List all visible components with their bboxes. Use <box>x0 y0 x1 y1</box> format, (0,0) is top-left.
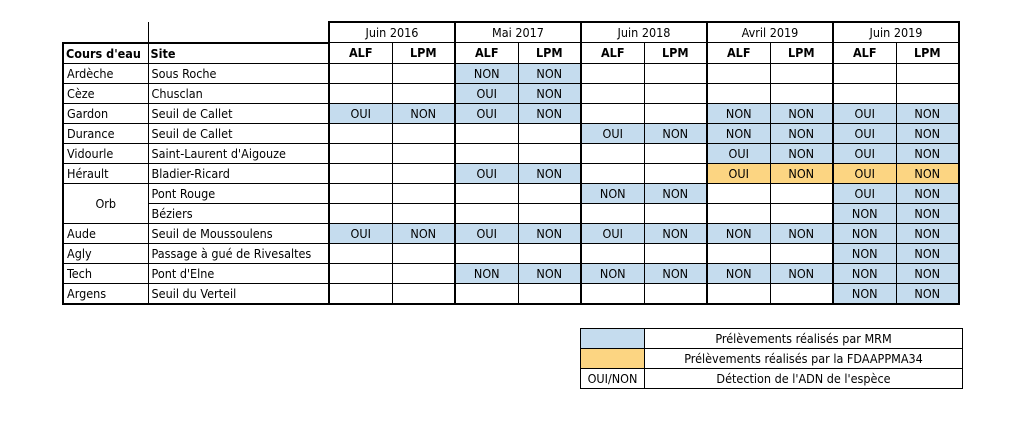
legend-text: Prélèvements réalisés par la FDAAPPMA34 <box>645 349 963 369</box>
site-cell: Pont d'Elne <box>148 263 329 283</box>
result-cell <box>581 203 644 223</box>
result-cell: NON <box>770 123 833 143</box>
result-cell <box>518 143 581 163</box>
river-cell: Durance <box>63 123 148 143</box>
result-cell <box>329 183 392 203</box>
result-cell: NON <box>896 123 959 143</box>
site-cell: Seuil de Moussoulens <box>148 223 329 243</box>
result-cell <box>707 203 770 223</box>
result-cell <box>770 203 833 223</box>
site-cell: Passage à gué de Rivesaltes <box>148 243 329 263</box>
result-cell <box>329 263 392 283</box>
result-cell <box>770 83 833 103</box>
result-cell: NON <box>518 103 581 123</box>
result-cell <box>392 283 455 304</box>
result-cell <box>581 83 644 103</box>
result-cell: OUI <box>833 163 896 183</box>
table-row <box>63 203 959 223</box>
result-cell <box>581 63 644 83</box>
site-column-header: Site <box>148 43 329 64</box>
species-header: ALF <box>833 43 896 64</box>
river-column-header: Cours d'eau <box>63 43 148 64</box>
result-cell <box>329 283 392 304</box>
result-cell <box>518 203 581 223</box>
species-header: ALF <box>455 43 518 64</box>
result-cell: OUI <box>329 223 392 243</box>
result-cell: NON <box>896 203 959 223</box>
result-cell <box>329 203 392 223</box>
result-cell: NON <box>518 83 581 103</box>
result-cell <box>644 83 707 103</box>
species-header: LPM <box>770 43 833 64</box>
campaign-header-row <box>63 22 959 43</box>
result-cell: NON <box>770 223 833 243</box>
result-cell <box>644 163 707 183</box>
species-header: LPM <box>644 43 707 64</box>
result-cell: OUI <box>833 183 896 203</box>
result-cell: NON <box>896 143 959 163</box>
river-cell: Ardèche <box>63 63 148 83</box>
river-cell: Cèze <box>63 83 148 103</box>
table-row <box>63 143 959 163</box>
result-cell <box>329 143 392 163</box>
river-cell: Vidourle <box>63 143 148 163</box>
result-cell <box>329 123 392 143</box>
result-cell: OUI <box>833 103 896 123</box>
result-cell <box>644 283 707 304</box>
result-cell <box>707 283 770 304</box>
legend-text: Détection de l'ADN de l'espèce <box>645 369 963 389</box>
result-cell <box>644 103 707 123</box>
result-cell <box>455 123 518 143</box>
result-cell: NON <box>707 263 770 283</box>
result-cell: NON <box>455 63 518 83</box>
result-cell: NON <box>644 183 707 203</box>
result-cell <box>896 63 959 83</box>
legend-swatch-mrm <box>581 329 645 349</box>
result-cell <box>455 283 518 304</box>
result-cell: NON <box>770 163 833 183</box>
result-cell: OUI <box>329 103 392 123</box>
result-cell: OUI <box>581 223 644 243</box>
river-cell: Agly <box>63 243 148 263</box>
result-cell: OUI <box>455 223 518 243</box>
result-cell <box>392 163 455 183</box>
result-cell: OUI <box>833 123 896 143</box>
result-cell: NON <box>707 223 770 243</box>
result-cell <box>392 263 455 283</box>
result-cell: NON <box>770 103 833 123</box>
result-cell: NON <box>707 103 770 123</box>
result-cell: NON <box>392 223 455 243</box>
result-cell: NON <box>833 263 896 283</box>
result-cell <box>455 183 518 203</box>
result-cell <box>329 243 392 263</box>
river-cell: Gardon <box>63 103 148 123</box>
site-cell: Saint-Laurent d'Aigouze <box>148 143 329 163</box>
result-cell: NON <box>455 263 518 283</box>
legend-row-mrm <box>581 329 963 349</box>
table-row <box>63 183 959 203</box>
result-cell <box>581 283 644 304</box>
result-cell <box>392 123 455 143</box>
result-cell: NON <box>392 103 455 123</box>
table-body <box>63 63 959 304</box>
table-row <box>63 243 959 263</box>
sampling-results-table <box>62 21 960 305</box>
site-cell: Pont Rouge <box>148 183 329 203</box>
result-cell <box>833 83 896 103</box>
result-cell <box>518 243 581 263</box>
result-cell: OUI <box>833 143 896 163</box>
campaign-header: Avril 2019 <box>707 22 833 43</box>
result-cell <box>770 243 833 263</box>
result-cell <box>896 83 959 103</box>
result-cell <box>644 143 707 163</box>
species-header: ALF <box>707 43 770 64</box>
table-row <box>63 283 959 304</box>
result-cell <box>581 243 644 263</box>
site-cell: Sous Roche <box>148 63 329 83</box>
campaign-header: Juin 2018 <box>581 22 707 43</box>
river-cell: Orb <box>63 183 148 223</box>
result-cell <box>770 63 833 83</box>
species-header: ALF <box>329 43 392 64</box>
result-cell: NON <box>644 223 707 243</box>
result-cell: NON <box>896 183 959 203</box>
table-row <box>63 83 959 103</box>
result-cell: NON <box>833 243 896 263</box>
result-cell <box>392 143 455 163</box>
result-cell: NON <box>518 263 581 283</box>
result-cell: NON <box>896 243 959 263</box>
result-cell <box>644 243 707 263</box>
site-cell: Seuil de Callet <box>148 123 329 143</box>
result-cell <box>329 163 392 183</box>
result-cell <box>770 283 833 304</box>
result-cell <box>707 243 770 263</box>
result-cell <box>770 183 833 203</box>
legend-text: Prélèvements réalisés par MRM <box>645 329 963 349</box>
result-cell <box>518 123 581 143</box>
result-cell: NON <box>644 263 707 283</box>
river-cell: Tech <box>63 263 148 283</box>
result-cell: NON <box>833 223 896 243</box>
result-cell <box>833 63 896 83</box>
result-cell: OUI <box>707 163 770 183</box>
result-cell <box>392 183 455 203</box>
result-cell: NON <box>833 203 896 223</box>
result-cell <box>392 243 455 263</box>
species-header-row <box>63 43 959 64</box>
campaign-header: Juin 2016 <box>329 22 455 43</box>
header-blank <box>148 22 329 43</box>
result-cell: NON <box>896 163 959 183</box>
river-cell: Hérault <box>63 163 148 183</box>
result-cell: NON <box>896 103 959 123</box>
result-cell <box>392 83 455 103</box>
river-cell: Aude <box>63 223 148 243</box>
result-cell <box>707 83 770 103</box>
result-cell: NON <box>644 123 707 143</box>
result-cell <box>707 63 770 83</box>
result-cell: NON <box>581 183 644 203</box>
species-header: LPM <box>518 43 581 64</box>
result-cell <box>581 163 644 183</box>
legend-swatch-detection: OUI/NON <box>581 369 645 389</box>
river-cell: Argens <box>63 283 148 304</box>
result-cell <box>455 203 518 223</box>
site-cell: Chusclan <box>148 83 329 103</box>
campaign-header: Mai 2017 <box>455 22 581 43</box>
result-cell: OUI <box>455 103 518 123</box>
result-cell <box>644 63 707 83</box>
table-row <box>63 223 959 243</box>
result-cell <box>455 143 518 163</box>
result-cell: NON <box>518 223 581 243</box>
table-row <box>63 263 959 283</box>
species-header: LPM <box>392 43 455 64</box>
result-cell: NON <box>770 143 833 163</box>
site-cell: Seuil du Verteil <box>148 283 329 304</box>
result-cell <box>455 243 518 263</box>
result-cell <box>581 103 644 123</box>
site-cell: Béziers <box>148 203 329 223</box>
header-blank <box>63 22 148 43</box>
result-cell: NON <box>707 123 770 143</box>
result-cell <box>329 83 392 103</box>
result-cell: NON <box>770 263 833 283</box>
result-cell <box>707 183 770 203</box>
result-cell: NON <box>581 263 644 283</box>
site-cell: Seuil de Callet <box>148 103 329 123</box>
table-row <box>63 63 959 83</box>
legend-row-fdaa <box>581 349 963 369</box>
legend-swatch-fdaa <box>581 349 645 369</box>
result-cell: NON <box>518 63 581 83</box>
table-row <box>63 103 959 123</box>
result-cell <box>392 63 455 83</box>
table-row <box>63 163 959 183</box>
result-cell <box>518 183 581 203</box>
species-header: ALF <box>581 43 644 64</box>
result-cell: NON <box>833 283 896 304</box>
result-cell: OUI <box>455 83 518 103</box>
result-cell: OUI <box>581 123 644 143</box>
campaign-header: Juin 2019 <box>833 22 959 43</box>
result-cell <box>581 143 644 163</box>
result-cell <box>329 63 392 83</box>
result-cell: NON <box>896 223 959 243</box>
result-cell <box>518 283 581 304</box>
species-header: LPM <box>896 43 959 64</box>
legend <box>580 328 963 389</box>
result-cell: OUI <box>707 143 770 163</box>
result-cell: NON <box>896 283 959 304</box>
result-cell: OUI <box>455 163 518 183</box>
site-cell: Bladier-Ricard <box>148 163 329 183</box>
result-cell <box>644 203 707 223</box>
legend-row-detection <box>581 369 963 389</box>
table-row <box>63 123 959 143</box>
result-cell: NON <box>896 263 959 283</box>
result-cell: NON <box>518 163 581 183</box>
result-cell <box>392 203 455 223</box>
